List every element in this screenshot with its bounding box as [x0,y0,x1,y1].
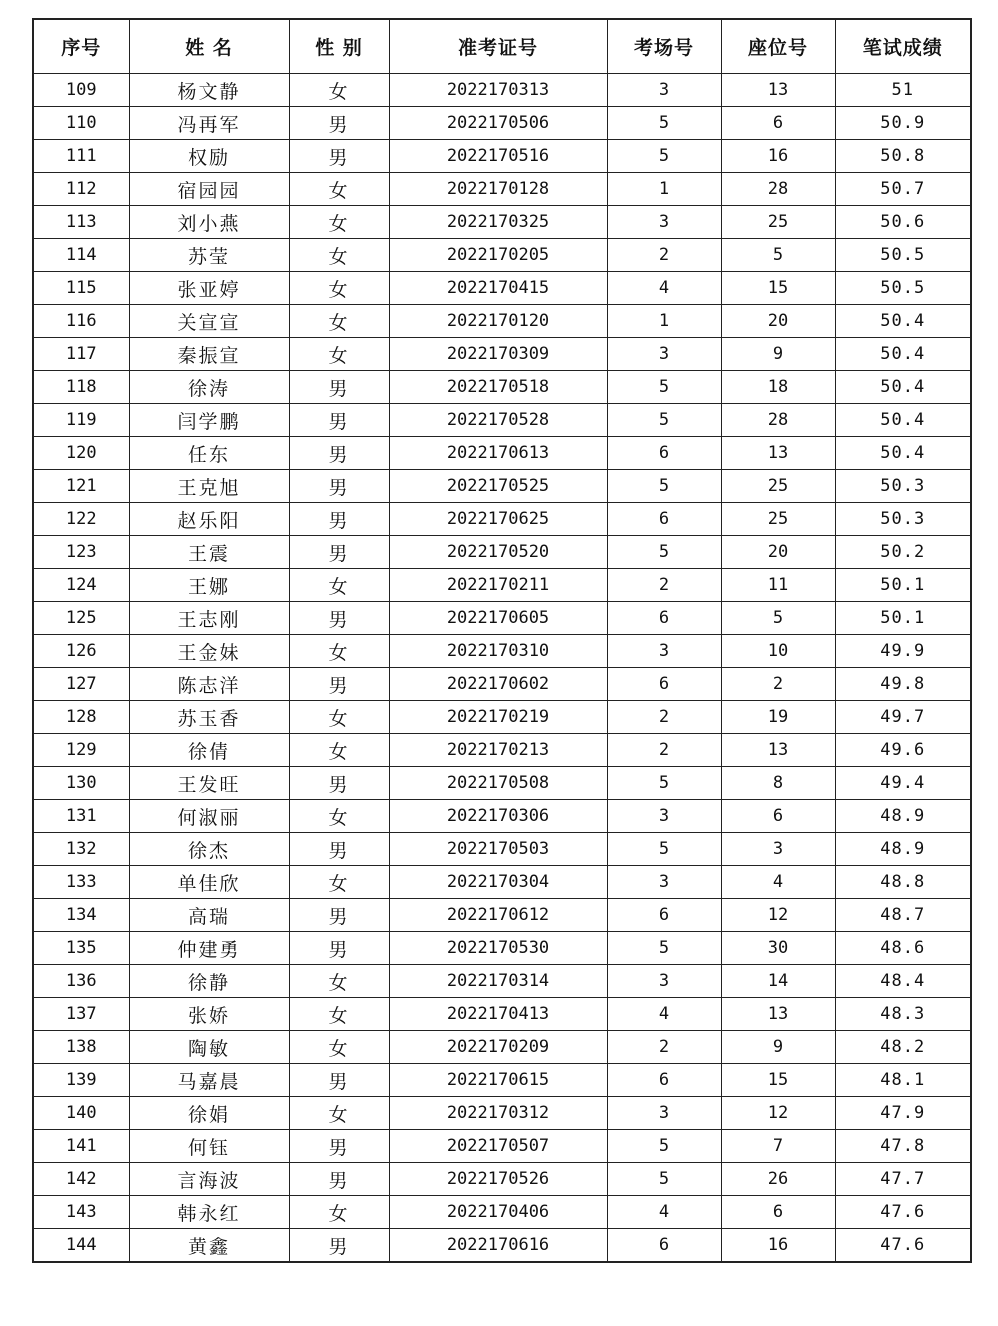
table-row [33,569,971,602]
name-cell: 权励 [129,140,289,173]
table-row [33,140,971,173]
serial-number-cell: 117 [33,338,129,371]
score-cell: 50.7 [835,173,971,206]
seat-number-cell: 18 [721,371,835,404]
exam-room-cell: 5 [607,536,721,569]
exam-room-cell: 4 [607,272,721,305]
score-cell: 48.2 [835,1031,971,1064]
seat-number-cell: 14 [721,965,835,998]
name-cell: 徐倩 [129,734,289,767]
gender-cell: 男 [289,1229,389,1263]
score-cell: 51 [835,74,971,107]
exam-room-cell: 5 [607,107,721,140]
gender-cell: 女 [289,1031,389,1064]
score-cell: 48.8 [835,866,971,899]
name-cell: 何淑丽 [129,800,289,833]
name-cell: 张亚婷 [129,272,289,305]
table-row [33,1130,971,1163]
admission-ticket-cell: 2022170304 [389,866,607,899]
name-cell: 刘小燕 [129,206,289,239]
score-cell: 50.6 [835,206,971,239]
gender-cell: 男 [289,437,389,470]
score-cell: 50.1 [835,569,971,602]
gender-cell: 女 [289,569,389,602]
admission-ticket-cell: 2022170518 [389,371,607,404]
header-serial-number: 序号 [33,19,129,74]
score-cell: 50.3 [835,470,971,503]
serial-number-cell: 118 [33,371,129,404]
score-cell: 47.7 [835,1163,971,1196]
name-cell: 王娜 [129,569,289,602]
admission-ticket-cell: 2022170314 [389,965,607,998]
admission-ticket-cell: 2022170520 [389,536,607,569]
admission-ticket-cell: 2022170325 [389,206,607,239]
admission-ticket-cell: 2022170406 [389,1196,607,1229]
serial-number-cell: 119 [33,404,129,437]
name-cell: 马嘉晨 [129,1064,289,1097]
gender-cell: 男 [289,503,389,536]
seat-number-cell: 25 [721,503,835,536]
gender-cell: 女 [289,866,389,899]
table-row [33,371,971,404]
score-cell: 49.4 [835,767,971,800]
serial-number-cell: 144 [33,1229,129,1263]
gender-cell: 男 [289,140,389,173]
name-cell: 徐娟 [129,1097,289,1130]
table-row [33,1097,971,1130]
seat-number-cell: 8 [721,767,835,800]
gender-cell: 女 [289,1196,389,1229]
seat-number-cell: 10 [721,635,835,668]
score-cell: 47.8 [835,1130,971,1163]
score-cell: 50.2 [835,536,971,569]
table-row [33,74,971,107]
table-row [33,503,971,536]
table-row [33,404,971,437]
seat-number-cell: 15 [721,272,835,305]
name-cell: 徐静 [129,965,289,998]
serial-number-cell: 135 [33,932,129,965]
score-cell: 48.3 [835,998,971,1031]
exam-room-cell: 6 [607,1229,721,1263]
admission-ticket-cell: 2022170209 [389,1031,607,1064]
gender-cell: 女 [289,998,389,1031]
serial-number-cell: 130 [33,767,129,800]
score-cell: 50.5 [835,272,971,305]
gender-cell: 女 [289,206,389,239]
serial-number-cell: 111 [33,140,129,173]
seat-number-cell: 7 [721,1130,835,1163]
seat-number-cell: 25 [721,470,835,503]
admission-ticket-cell: 2022170310 [389,635,607,668]
table-row [33,668,971,701]
score-table [32,18,972,1263]
table-row [33,1031,971,1064]
exam-room-cell: 1 [607,173,721,206]
name-cell: 张娇 [129,998,289,1031]
table-row [33,272,971,305]
exam-room-cell: 5 [607,767,721,800]
admission-ticket-cell: 2022170615 [389,1064,607,1097]
admission-ticket-cell: 2022170507 [389,1130,607,1163]
name-cell: 赵乐阳 [129,503,289,536]
serial-number-cell: 126 [33,635,129,668]
admission-ticket-cell: 2022170413 [389,998,607,1031]
admission-ticket-cell: 2022170503 [389,833,607,866]
gender-cell: 男 [289,371,389,404]
exam-room-cell: 5 [607,470,721,503]
score-cell: 48.7 [835,899,971,932]
admission-ticket-cell: 2022170526 [389,1163,607,1196]
score-cell: 49.6 [835,734,971,767]
serial-number-cell: 114 [33,239,129,272]
table-row [33,701,971,734]
table-row [33,173,971,206]
score-cell: 49.8 [835,668,971,701]
serial-number-cell: 128 [33,701,129,734]
exam-room-cell: 2 [607,569,721,602]
gender-cell: 男 [289,536,389,569]
seat-number-cell: 25 [721,206,835,239]
score-cell: 48.9 [835,833,971,866]
score-cell: 50.5 [835,239,971,272]
seat-number-cell: 19 [721,701,835,734]
exam-room-cell: 3 [607,800,721,833]
table-row [33,635,971,668]
name-cell: 苏莹 [129,239,289,272]
exam-room-cell: 5 [607,371,721,404]
name-cell: 王震 [129,536,289,569]
table-row [33,734,971,767]
serial-number-cell: 131 [33,800,129,833]
name-cell: 陶敏 [129,1031,289,1064]
score-cell: 48.1 [835,1064,971,1097]
name-cell: 关宣宣 [129,305,289,338]
score-cell: 50.4 [835,437,971,470]
admission-ticket-cell: 2022170506 [389,107,607,140]
gender-cell: 女 [289,74,389,107]
exam-room-cell: 6 [607,1064,721,1097]
name-cell: 徐杰 [129,833,289,866]
table-row [33,998,971,1031]
admission-ticket-cell: 2022170605 [389,602,607,635]
seat-number-cell: 6 [721,107,835,140]
exam-room-cell: 1 [607,305,721,338]
table-row [33,767,971,800]
seat-number-cell: 3 [721,833,835,866]
gender-cell: 男 [289,107,389,140]
admission-ticket-cell: 2022170211 [389,569,607,602]
table-row [33,1196,971,1229]
name-cell: 韩永红 [129,1196,289,1229]
seat-number-cell: 4 [721,866,835,899]
seat-number-cell: 20 [721,305,835,338]
name-cell: 宿园园 [129,173,289,206]
name-cell: 王志刚 [129,602,289,635]
name-cell: 单佳欣 [129,866,289,899]
serial-number-cell: 134 [33,899,129,932]
name-cell: 闫学鹏 [129,404,289,437]
gender-cell: 女 [289,1097,389,1130]
seat-number-cell: 5 [721,602,835,635]
name-cell: 仲建勇 [129,932,289,965]
score-cell: 49.9 [835,635,971,668]
seat-number-cell: 2 [721,668,835,701]
admission-ticket-cell: 2022170528 [389,404,607,437]
serial-number-cell: 132 [33,833,129,866]
table-row [33,107,971,140]
seat-number-cell: 15 [721,1064,835,1097]
admission-ticket-cell: 2022170415 [389,272,607,305]
serial-number-cell: 116 [33,305,129,338]
table-row [33,1163,971,1196]
gender-cell: 女 [289,701,389,734]
serial-number-cell: 143 [33,1196,129,1229]
score-cell: 48.4 [835,965,971,998]
serial-number-cell: 109 [33,74,129,107]
exam-room-cell: 6 [607,602,721,635]
gender-cell: 男 [289,404,389,437]
admission-ticket-cell: 2022170525 [389,470,607,503]
score-cell: 50.3 [835,503,971,536]
gender-cell: 男 [289,932,389,965]
table-row [33,239,971,272]
serial-number-cell: 110 [33,107,129,140]
score-cell: 47.6 [835,1196,971,1229]
serial-number-cell: 129 [33,734,129,767]
name-cell: 言海波 [129,1163,289,1196]
gender-cell: 女 [289,305,389,338]
table-row [33,470,971,503]
admission-ticket-cell: 2022170213 [389,734,607,767]
table-row [33,965,971,998]
score-cell: 48.9 [835,800,971,833]
serial-number-cell: 141 [33,1130,129,1163]
gender-cell: 男 [289,602,389,635]
header-written-score: 笔试成绩 [835,19,971,74]
name-cell: 杨文静 [129,74,289,107]
exam-room-cell: 2 [607,701,721,734]
admission-ticket-cell: 2022170309 [389,338,607,371]
serial-number-cell: 137 [33,998,129,1031]
table-row [33,305,971,338]
serial-number-cell: 121 [33,470,129,503]
exam-room-cell: 3 [607,635,721,668]
name-cell: 冯再军 [129,107,289,140]
admission-ticket-cell: 2022170306 [389,800,607,833]
name-cell: 王发旺 [129,767,289,800]
name-cell: 徐涛 [129,371,289,404]
name-cell: 王克旭 [129,470,289,503]
exam-room-cell: 6 [607,899,721,932]
seat-number-cell: 30 [721,932,835,965]
serial-number-cell: 112 [33,173,129,206]
exam-room-cell: 2 [607,734,721,767]
score-cell: 48.6 [835,932,971,965]
seat-number-cell: 12 [721,1097,835,1130]
admission-ticket-cell: 2022170530 [389,932,607,965]
seat-number-cell: 6 [721,800,835,833]
serial-number-cell: 123 [33,536,129,569]
header-gender: 性 别 [289,19,389,74]
table-row [33,206,971,239]
gender-cell: 女 [289,965,389,998]
table-row [33,833,971,866]
gender-cell: 女 [289,338,389,371]
table-row [33,536,971,569]
score-cell: 50.9 [835,107,971,140]
serial-number-cell: 120 [33,437,129,470]
serial-number-cell: 115 [33,272,129,305]
admission-ticket-cell: 2022170616 [389,1229,607,1263]
seat-number-cell: 9 [721,1031,835,1064]
admission-ticket-cell: 2022170219 [389,701,607,734]
seat-number-cell: 13 [721,74,835,107]
exam-room-cell: 3 [607,338,721,371]
seat-number-cell: 20 [721,536,835,569]
serial-number-cell: 138 [33,1031,129,1064]
serial-number-cell: 140 [33,1097,129,1130]
admission-ticket-cell: 2022170120 [389,305,607,338]
score-cell: 50.4 [835,371,971,404]
seat-number-cell: 16 [721,140,835,173]
serial-number-cell: 125 [33,602,129,635]
table-row [33,899,971,932]
gender-cell: 男 [289,470,389,503]
admission-ticket-cell: 2022170128 [389,173,607,206]
name-cell: 王金妹 [129,635,289,668]
exam-room-cell: 3 [607,1097,721,1130]
seat-number-cell: 9 [721,338,835,371]
seat-number-cell: 11 [721,569,835,602]
table-row [33,866,971,899]
exam-room-cell: 3 [607,866,721,899]
name-cell: 秦振宣 [129,338,289,371]
header-name: 姓 名 [129,19,289,74]
score-cell: 50.8 [835,140,971,173]
score-cell: 50.4 [835,305,971,338]
admission-ticket-cell: 2022170508 [389,767,607,800]
name-cell: 黄鑫 [129,1229,289,1263]
score-cell: 49.7 [835,701,971,734]
gender-cell: 男 [289,1163,389,1196]
table-row [33,800,971,833]
serial-number-cell: 113 [33,206,129,239]
seat-number-cell: 12 [721,899,835,932]
gender-cell: 女 [289,272,389,305]
name-cell: 苏玉香 [129,701,289,734]
header-row [33,19,971,74]
score-cell: 50.1 [835,602,971,635]
serial-number-cell: 133 [33,866,129,899]
exam-room-cell: 3 [607,965,721,998]
header-admission-ticket: 准考证号 [389,19,607,74]
admission-ticket-cell: 2022170613 [389,437,607,470]
exam-room-cell: 4 [607,998,721,1031]
gender-cell: 女 [289,239,389,272]
gender-cell: 女 [289,635,389,668]
exam-room-cell: 5 [607,1163,721,1196]
seat-number-cell: 13 [721,437,835,470]
serial-number-cell: 127 [33,668,129,701]
table-row [33,338,971,371]
serial-number-cell: 124 [33,569,129,602]
exam-room-cell: 6 [607,503,721,536]
exam-room-cell: 4 [607,1196,721,1229]
admission-ticket-cell: 2022170516 [389,140,607,173]
serial-number-cell: 136 [33,965,129,998]
exam-room-cell: 3 [607,74,721,107]
table-row [33,602,971,635]
name-cell: 任东 [129,437,289,470]
table-row [33,1064,971,1097]
admission-ticket-cell: 2022170625 [389,503,607,536]
seat-number-cell: 28 [721,404,835,437]
admission-ticket-cell: 2022170312 [389,1097,607,1130]
exam-room-cell: 6 [607,437,721,470]
header-seat-number: 座位号 [721,19,835,74]
exam-room-cell: 6 [607,668,721,701]
gender-cell: 男 [289,1064,389,1097]
serial-number-cell: 122 [33,503,129,536]
gender-cell: 男 [289,899,389,932]
seat-number-cell: 26 [721,1163,835,1196]
serial-number-cell: 142 [33,1163,129,1196]
seat-number-cell: 6 [721,1196,835,1229]
admission-ticket-cell: 2022170612 [389,899,607,932]
table-body [33,74,971,1263]
exam-room-cell: 5 [607,833,721,866]
exam-room-cell: 5 [607,1130,721,1163]
gender-cell: 男 [289,668,389,701]
admission-ticket-cell: 2022170205 [389,239,607,272]
name-cell: 高瑞 [129,899,289,932]
seat-number-cell: 5 [721,239,835,272]
gender-cell: 女 [289,734,389,767]
name-cell: 陈志洋 [129,668,289,701]
gender-cell: 男 [289,767,389,800]
score-cell: 50.4 [835,404,971,437]
table-row [33,437,971,470]
seat-number-cell: 16 [721,1229,835,1263]
exam-room-cell: 2 [607,1031,721,1064]
gender-cell: 女 [289,800,389,833]
table-row [33,1229,971,1263]
exam-room-cell: 3 [607,206,721,239]
name-cell: 何钰 [129,1130,289,1163]
score-cell: 47.9 [835,1097,971,1130]
admission-ticket-cell: 2022170602 [389,668,607,701]
score-cell: 50.4 [835,338,971,371]
seat-number-cell: 28 [721,173,835,206]
exam-room-cell: 5 [607,140,721,173]
gender-cell: 男 [289,1130,389,1163]
header-exam-room: 考场号 [607,19,721,74]
gender-cell: 男 [289,833,389,866]
seat-number-cell: 13 [721,998,835,1031]
gender-cell: 女 [289,173,389,206]
exam-room-cell: 5 [607,404,721,437]
table-row [33,932,971,965]
exam-room-cell: 2 [607,239,721,272]
admission-ticket-cell: 2022170313 [389,74,607,107]
exam-room-cell: 5 [607,932,721,965]
seat-number-cell: 13 [721,734,835,767]
serial-number-cell: 139 [33,1064,129,1097]
score-cell: 47.6 [835,1229,971,1263]
